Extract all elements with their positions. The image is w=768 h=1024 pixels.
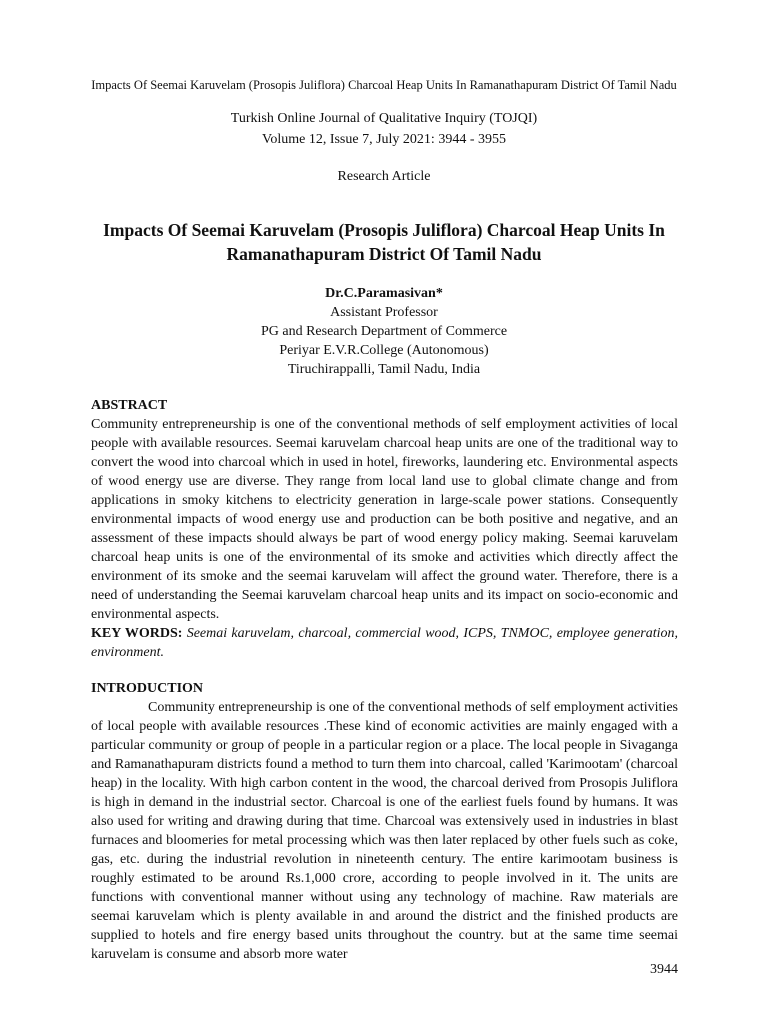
author-college: Periyar E.V.R.College (Autonomous)	[279, 343, 489, 358]
author-block	[80, 284, 688, 379]
article-type: Research Article	[337, 169, 431, 184]
journal-name: Turkish Online Journal of Qualitative Inquiry (TOJQI)	[230, 111, 538, 126]
author-department: PG and Research Department of Commerce	[260, 324, 508, 339]
author-location: Tiruchirappalli, Tamil Nadu, India	[287, 362, 481, 377]
paper-title: Impacts Of Seemai Karuvelam (Prosopis Juliflora) Charcoal Heap Units In Ramanathapuram District Of Tamil Nadu	[103, 220, 665, 264]
journal-volume: Volume 12, Issue 7, July 2021: 3944 - 3955	[262, 132, 506, 147]
keywords-label: KEY WORDS:	[91, 626, 183, 641]
page-number: 3944	[650, 962, 678, 977]
abstract-text: Community entrepreneurship is one of the conventional methods of self employment activities of local people with available resources. Seemai karuvelam charcoal heap units are one of the traditional way to convert the wood into charcoal which in used in hotel, fireworks, laundering etc. Environmental aspects of wood energy use are diverse. They range from local land use to global climate change and from applications in smoky kitchens to electricity generation in large-scale power stations. Consequently environmental impacts of wood energy use and production can be both positive and negative, and an assessment of these impacts should always be part of wood energy policy making. Seemai karuvelam charcoal heap units is one of the environmental of its smoke and activities which directly affect the environment of its smoke and the seemai karuvelam will affect the ground water. Therefore, there is a need of understanding the Seemai karuvelam charcoal heap units and its impact on socio-economic and environmental aspects.	[91, 417, 678, 622]
keywords-text: Seemai karuvelam, charcoal, commercial wood, ICPS, TNMOC, employee generation, environment.	[91, 626, 679, 660]
abstract-heading: ABSTRACT	[91, 398, 168, 413]
introduction-text: Community entrepreneurship is one of the conventional methods of self employment activities of local people with available resources .These kind of economic activities are mainly engaged with a particular community or group of people in a particular region or a place. The local people in Sivaganga and Ramanathapuram districts found a method to turn them into charcoal, called 'Karimootam' (charcoal heap) in the locality. With high carbon content in the wood, the charcoal derived from Prosopis Juliflora is high in demand in the industrial sector. Charcoal is one of the earliest fuels found by humans. It was also used for writing and drawing during that time. Charcoal was extensively used in industries in blast furnaces and bloomeries for metal processing which was then later replaced by other fuels such as coke, gas, etc. during the industrial revolution in nineteenth century. The entire karimootam business is roughly estimated to be around Rs.1,000 crore, according to people involved in it. The units are functions with conventional manner without using any technology of machine. Raw materials are seemai karuvelam which is plenty available in and around the district and the finished products are supplied to hotels and fire energy based units throughout the country. but at the same time seemai karuvelam is consume and absorb more water	[91, 700, 678, 962]
keywords	[91, 624, 678, 662]
introduction-heading: INTRODUCTION	[91, 681, 204, 696]
running-header-title: Impacts Of Seemai Karuvelam (Prosopis Juliflora) Charcoal Heap Units In Ramanathapuram District Of Tamil Nadu	[91, 78, 677, 92]
author-name: Dr.C.Paramasivan*	[325, 286, 443, 301]
author-position: Assistant Professor	[330, 305, 438, 320]
